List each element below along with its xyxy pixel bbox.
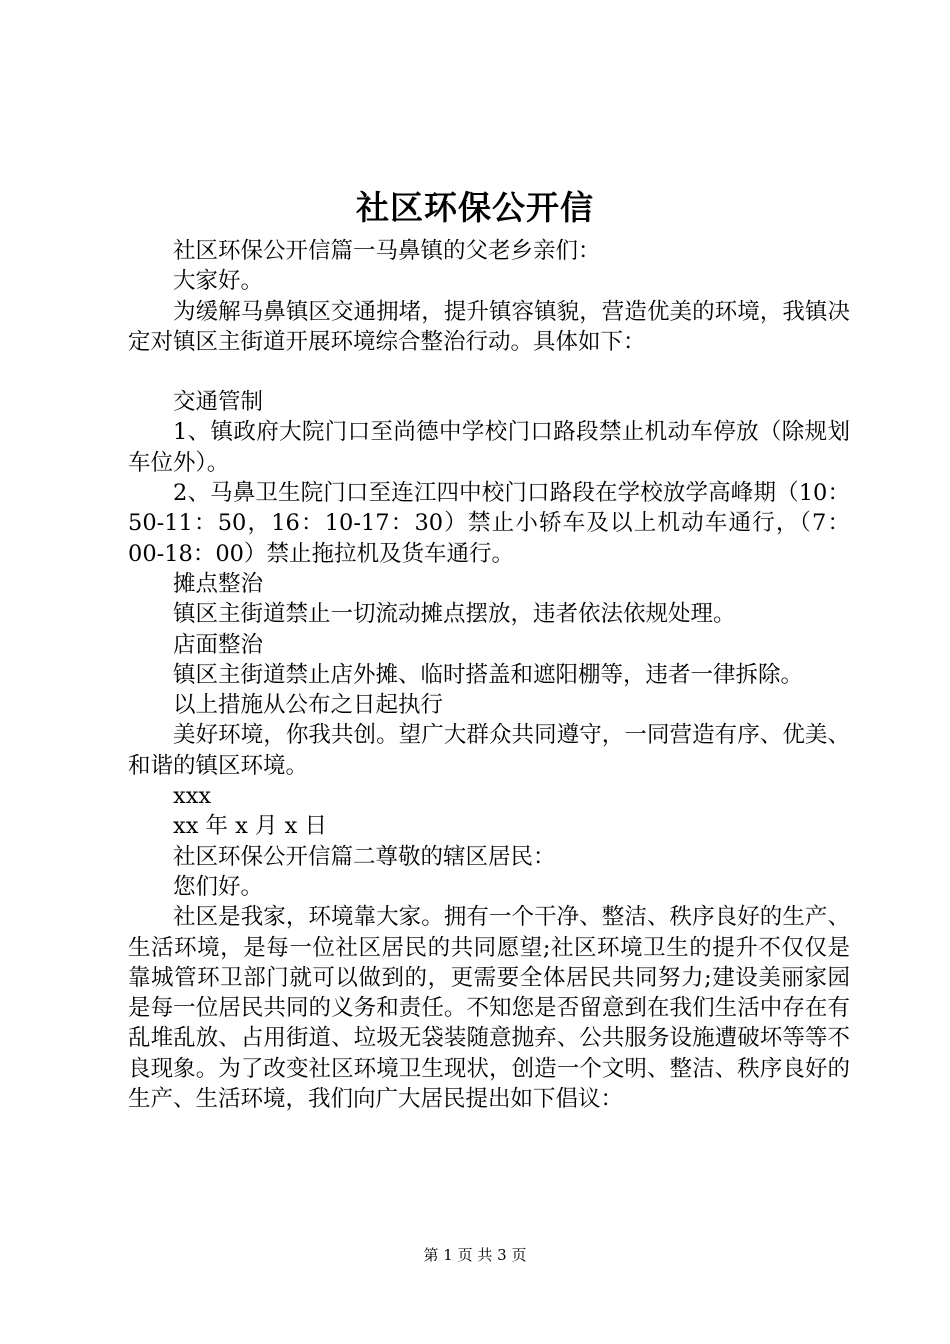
storefronts-paragraph: 镇区主街道禁止店外摊、临时搭盖和遮阳棚等，违者一律拆除。 [173, 661, 804, 688]
traffic-item-1: 1、镇政府大院门口至尚德中学校门口路段禁止机动车停放（除规划车位外）。 [128, 419, 850, 476]
closing-paragraph: 美好环境，你我共创。望广大群众共同遵守，一同营造有序、优美、和谐的镇区环境。 [128, 722, 850, 779]
document-title: 社区环保公开信 [356, 188, 594, 227]
signature-line: xxx [173, 783, 212, 810]
date-line: xx 年 x 月 x 日 [173, 813, 328, 840]
traffic-item-2: 2、马鼻卫生院门口至连江四中校门口路段在学校放学高峰期（10：50-11：50，16：10-17：30）禁止小轿车及以上机动车通行，（7：00-18：00）禁止拖拉机及货车通行。 [128, 480, 850, 567]
salutation-paragraph-1: 社区环保公开信篇一马鼻镇的父老乡亲们： [173, 238, 601, 264]
effective-date-paragraph: 以上措施从公布之日起执行 [173, 692, 444, 719]
stalls-paragraph: 镇区主街道禁止一切流动摊点摆放，违者依法依规处理。 [173, 601, 736, 628]
letter-two-body-paragraph: 社区是我家，环境靠大家。拥有一个干净、整洁、秩序良好的生产、生活环境，是每一位社区居民的共同愿望;社区环境卫生的提升不仅仅是靠城管环卫部门就可以做到的，更需要全体居民共同努力;建设美丽家园是每一位居民共同的义务和责任。不知您是否留意到在我们生活中存在有乱堆乱放、占用街道、垃圾无袋装随意抛弃、公共服务设施遭破坏等等不良现象。为了改变社区环境卫生现状，创造一个文明、整洁、秩序良好的生产、生活环境，我们向广大居民提出如下倡议： [128, 904, 850, 1113]
section-heading-traffic: 交通管制 [173, 389, 264, 416]
salutation-paragraph-2: 社区环保公开信篇二尊敬的辖区居民： [173, 843, 556, 870]
page-number-footer: 第 1 页 共 3 页 [423, 1246, 527, 1264]
section-heading-stalls: 摊点整治 [173, 570, 264, 597]
intro-paragraph: 为缓解马鼻镇区交通拥堵，提升镇容镇貌，营造优美的环境，我镇决定对镇区主街道开展环境综合整治行动。具体如下： [128, 298, 850, 355]
greeting-paragraph-2: 您们好。 [173, 873, 264, 900]
greeting-paragraph-1: 大家好。 [173, 268, 264, 295]
document-body [128, 236, 850, 1114]
section-heading-storefronts: 店面整治 [173, 631, 264, 658]
